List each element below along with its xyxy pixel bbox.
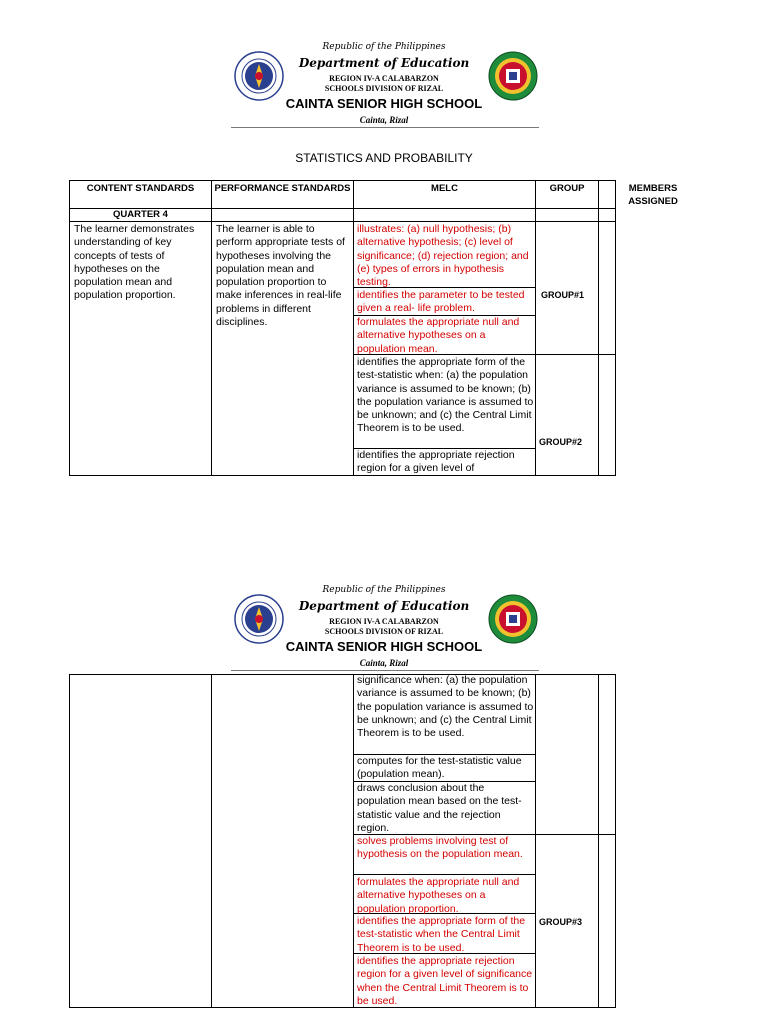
republic-text: Republic of the Philippines [322, 585, 446, 595]
header-divider [231, 127, 539, 128]
group-label-3: GROUP#3 [539, 917, 583, 927]
melc-item-9: formulates the appropriate null and alternative hypotheses on a population proportion. [357, 876, 520, 915]
division-text: SCHOOLS DIVISION OF RIZAL [324, 627, 444, 636]
melc-item-3: formulates the appropriate null and alternative hypotheses on a population mean. [357, 316, 520, 355]
group-label-2: GROUP#2 [539, 437, 583, 447]
melc-item-2: identifies the parameter to be tested given a real- life problem. [357, 289, 525, 315]
header-content-standards: CONTENT STANDARDS [86, 183, 195, 194]
region-text: REGION IV-A CALABARZON [329, 74, 439, 83]
melc-item-5-continued: significance when: (a) the population variance is assumed to be known; (b) the population variance is assumed to be unknown; and (c) the Central Limit Theorem is to be used. [357, 674, 534, 740]
melc-item-8: solves problems involving test of hypothesis on the population mean. [357, 835, 523, 861]
subject-title: STATISTICS AND PROBABILITY [295, 151, 473, 165]
town-text: Cainta, Rizal [359, 115, 409, 125]
melc-item-7: draws conclusion about the population mean based on the test-statistic value and the rejection region. [357, 782, 522, 834]
town-text: Cainta, Rizal [359, 658, 409, 668]
republic-text: Republic of the Philippines [322, 42, 446, 52]
melc-item-11: identifies the appropriate rejection region for a given level of significance when the Central Limit Theorem is to be used. [357, 955, 533, 1007]
header-performance-standards: PERFORMANCE STANDARDS [214, 183, 351, 194]
division-text: SCHOOLS DIVISION OF RIZAL [324, 84, 444, 93]
header-group: GROUP [549, 183, 585, 194]
department-text: Department of Education [298, 599, 470, 613]
melc-item-5: identifies the appropriate rejection region for a given level of [357, 449, 515, 475]
melc-item-1: illustrates: (a) null hypothesis; (b) alternative hypothesis; (c) level of significance; (d) rejection region; and (e) types of errors in hypothesis testing. [357, 223, 529, 289]
region-text: REGION IV-A CALABARZON [329, 617, 439, 626]
department-text: Department of Education [298, 56, 470, 70]
header-divider [231, 670, 539, 671]
melc-item-10: identifies the appropriate form of the test-statistic when the Central Limit Theorem is to be used. [357, 915, 526, 954]
quarter-label: QUARTER 4 [113, 209, 168, 220]
header-members-assigned: MEMBERS ASSIGNED [628, 183, 678, 207]
content-standard-text: The learner demonstrates understanding of key concepts of tests of hypotheses on the population mean and population proportion. [74, 223, 195, 302]
header-melc: MELC [431, 183, 458, 194]
school-name: CAINTA SENIOR HIGH SCHOOL [285, 96, 483, 111]
performance-standard-text: The learner is able to perform appropriate tests of hypotheses involving the population mean and population proportion to make inferences in real-life problems in different disciplines. [216, 223, 345, 329]
group-label-1: GROUP#1 [541, 290, 585, 300]
melc-item-4: identifies the appropriate form of the test-statistic when: (a) the population variance is assumed to be known; (b) the population variance is assumed to be unknown; and (c) the Central Limit Theorem is to be used. [357, 356, 534, 435]
school-name: CAINTA SENIOR HIGH SCHOOL [285, 639, 483, 654]
melc-item-6: computes for the test-statistic value (population mean). [357, 755, 522, 781]
